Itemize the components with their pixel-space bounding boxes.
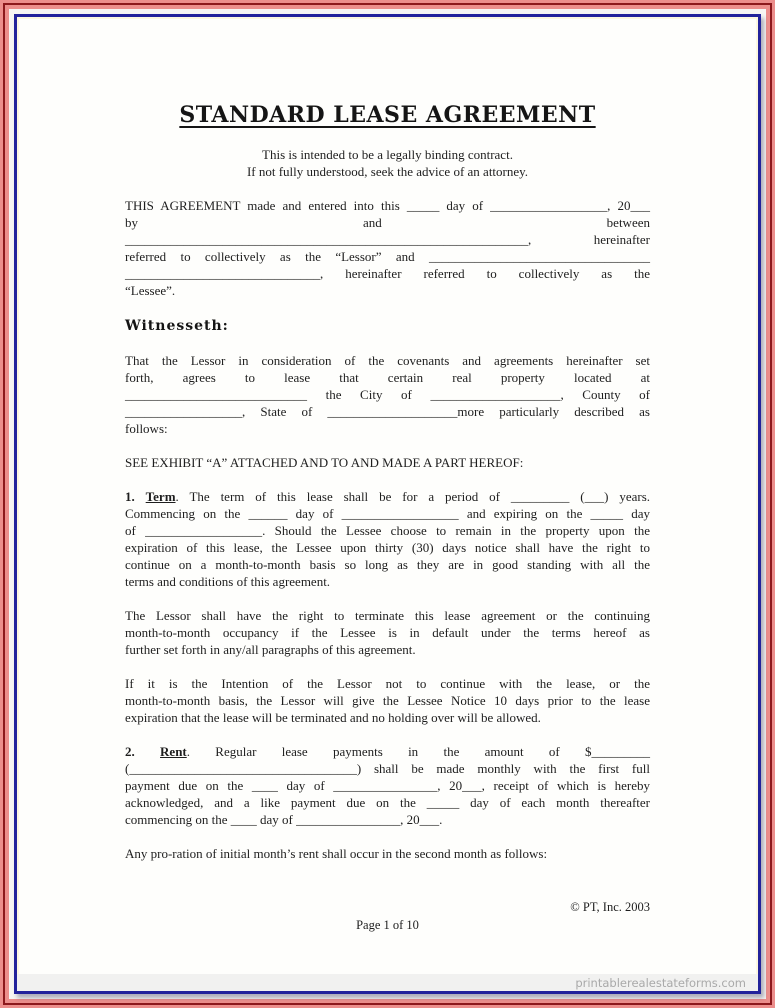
text-segment: SEE EXHIBIT “A” ATTACHED AND TO AND MADE A PART HEREOF: (125, 455, 524, 470)
document-body (125, 197, 650, 862)
property-description-paragraph (125, 352, 650, 437)
text-segment: expiration that the lease will be terminated and no holding over will be allowed. (125, 710, 541, 725)
text-line (125, 845, 650, 862)
watermark-url: printablerealestateforms.com (575, 975, 746, 990)
witnesseth-heading (125, 318, 650, 335)
text-line (125, 282, 650, 299)
intro-paragraph (125, 197, 650, 299)
text-line (125, 505, 650, 522)
document-title: STANDARD LEASE AGREEMENT (179, 102, 596, 128)
termination-paragraph (125, 607, 650, 658)
text-line (125, 539, 650, 556)
text-line (125, 403, 650, 420)
text-segment: expiration of this lease, the Lessee upon thirty (30) days notice shall have the right to (125, 540, 650, 555)
text-segment: The Lessor shall have the right to terminate this lease agreement or the continuing (125, 608, 650, 623)
text-line (125, 624, 650, 641)
text-line (125, 265, 650, 282)
text-segment: terms and conditions of this agreement. (125, 574, 331, 589)
text-segment: month-to-month basis, the Lessor will give the Lessee Notice 10 days prior to the lease (125, 693, 650, 708)
frame-inner-gap (9, 9, 766, 999)
text-segment: month-to-month occupancy if the Lessee is in default under the terms hereof as (125, 625, 650, 640)
text-segment: THIS AGREEMENT made and entered into this _____ day of __________________, 20___ (125, 198, 650, 213)
text-segment: continue on a month-to-month basis so long as they are in good standing with all the (125, 557, 650, 572)
text-segment: forth, agrees to lease that certain real property located at (125, 370, 650, 385)
text-segment: follows: (125, 421, 168, 436)
text-line (125, 709, 650, 726)
text-segment: 2. (125, 744, 135, 759)
text-segment: Any pro-ration of initial month’s rent shall occur in the second month as follows: (125, 846, 548, 861)
text-segment: referred to collectively as the “Lessor” and __________________________________ (125, 249, 650, 264)
text-line (125, 420, 650, 437)
text-line (125, 760, 650, 777)
text-line (125, 573, 650, 590)
text-segment: . The term of this lease shall be for a period of _________ (___) years. (175, 489, 651, 504)
text-line (125, 197, 650, 214)
text-segment: of __________________. Should the Lessee choose to remain in the property upon the (125, 523, 650, 538)
term-paragraph (125, 488, 650, 590)
text-segment: __________________, State of ____________________more particularly described as (125, 404, 650, 419)
text-segment: acknowledged, and a like payment due on the _____ day of each month thereafter (125, 795, 650, 810)
text-line (125, 641, 650, 658)
text-line (125, 556, 650, 573)
text-segment: (___________________________________) shall be made monthly with the first full (125, 761, 650, 776)
text-segment: That the Lessor in consideration of the covenants and agreements hereinafter set (125, 353, 650, 368)
text-line (125, 231, 650, 248)
subtitle-line-2: If not fully understood, seek the advice of an attorney. (246, 164, 529, 179)
text-line (125, 454, 650, 471)
subtitle-line-1: This is intended to be a legally binding contract. (262, 147, 513, 162)
text-segment: payment due on the ____ day of ________________, 20___, receipt of which is hereby (125, 778, 650, 793)
text-line (125, 743, 650, 760)
text-line (125, 248, 650, 265)
text-segment: “Lessee”. (125, 283, 176, 298)
text-line (125, 522, 650, 539)
text-line (125, 318, 650, 335)
text-segment: commencing on the ____ day of ________________, 20___. (125, 812, 443, 827)
text-segment: 1. (125, 489, 135, 504)
text-segment: . Regular lease payments in the amount of $_________ (186, 744, 650, 759)
text-line (125, 811, 650, 828)
text-line (125, 607, 650, 624)
text-segment: ______________________________, hereinafter referred to collectively as the (125, 266, 650, 281)
text-segment (135, 744, 160, 759)
text-line (125, 692, 650, 709)
text-line (125, 214, 650, 231)
page-number: Page 1 of 10 (356, 918, 419, 932)
text-segment: Witnesseth: (125, 318, 229, 334)
text-segment (135, 489, 146, 504)
text-line (125, 794, 650, 811)
text-line (125, 386, 650, 403)
text-line (125, 369, 650, 386)
intention-paragraph (125, 675, 650, 726)
document-page (14, 14, 761, 994)
text-segment: ____________________________ the City of ____________________, County of (125, 387, 650, 402)
text-segment: Rent (160, 744, 187, 759)
text-segment: by and between (125, 215, 650, 230)
page-footer (125, 900, 650, 933)
text-segment: Commencing on the ______ day of __________________ and expiring on the _____ day (125, 506, 650, 521)
text-segment: Term (145, 489, 176, 504)
proration-line (125, 845, 650, 862)
text-line (125, 488, 650, 505)
document-subtitle (125, 146, 650, 180)
text-segment: If it is the Intention of the Lessor not to continue with the lease, or the (125, 676, 650, 691)
copyright-notice: © PT, Inc. 2003 (570, 900, 650, 914)
text-segment: further set forth in any/all paragraphs of this agreement. (125, 642, 416, 657)
exhibit-line (125, 454, 650, 471)
watermark-strip (17, 974, 758, 991)
text-line (125, 352, 650, 369)
text-line (125, 777, 650, 794)
text-line (125, 675, 650, 692)
rent-paragraph (125, 743, 650, 828)
document-content (17, 17, 758, 862)
text-segment: ______________________________________________________________, hereinafter (125, 232, 650, 247)
